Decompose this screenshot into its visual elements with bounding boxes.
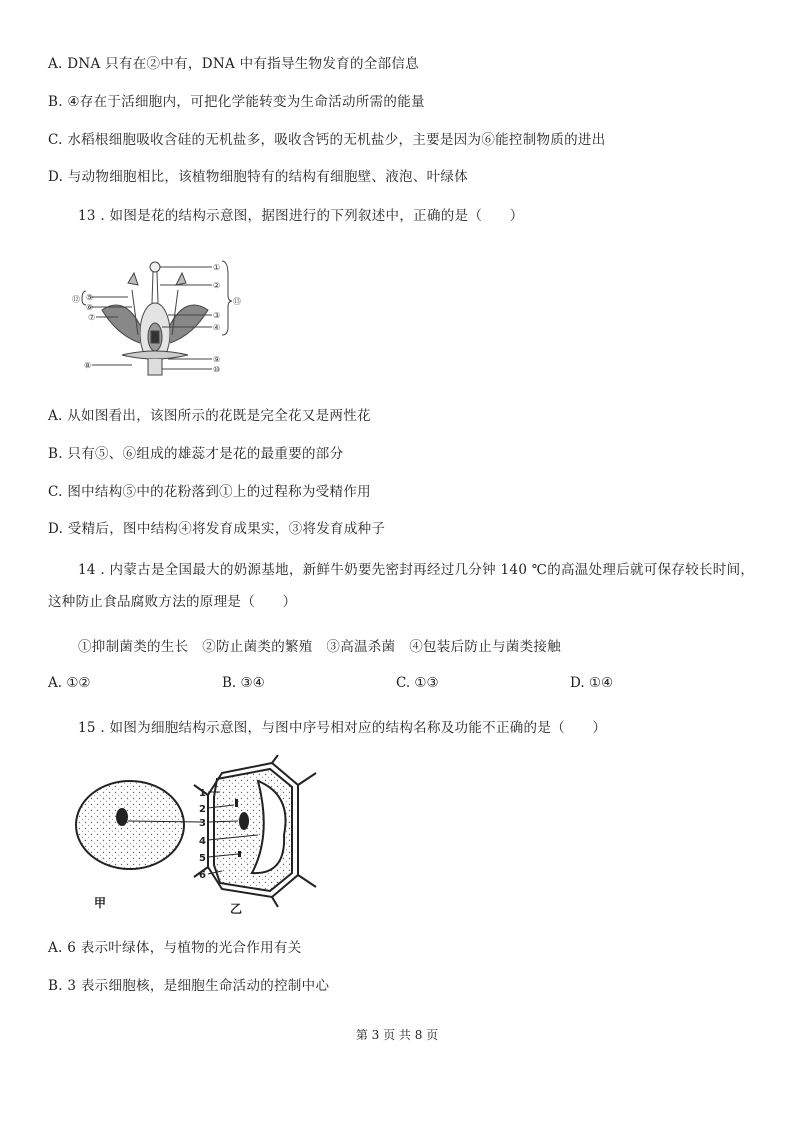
q12-option-b: B. ④存在于活细胞内，可把化学能转变为生命活动所需的能量 xyxy=(48,94,425,110)
flower-label: ③ xyxy=(213,311,221,320)
q13-option-d: D. 受精后，图中结构④将发育成果实，③将发育成种子 xyxy=(48,521,386,537)
cell-number: 6 xyxy=(199,870,206,881)
flower-label: ⑧ xyxy=(84,361,92,370)
q15-stem: 15 . 如图为细胞结构示意图，与图中序号相对应的结构名称及功能不正确的是（ ） xyxy=(78,720,607,736)
flower-label: ⑬ xyxy=(233,297,241,306)
label-yi: 乙 xyxy=(230,902,243,916)
q14-statements: ①抑制菌类的生长 ②防止菌类的繁殖 ③高温杀菌 ④包装后防止与菌类接触 xyxy=(78,639,561,655)
q14-options xyxy=(0,675,794,695)
q12-option-c: C. 水稻根细胞吸收含硅的无机盐多，吸收含钙的无机盐少，主要是因为⑥能控制物质的进出 xyxy=(48,132,606,148)
q13-option-c: C. 图中结构⑤中的花粉落到①上的过程称为受精作用 xyxy=(48,484,371,500)
flower-label: ② xyxy=(213,281,221,290)
cell-number: 4 xyxy=(199,836,206,847)
q13-option-a: A. 从如图看出，该图所示的花既是完全花又是两性花 xyxy=(48,408,371,424)
q14-stem-line1: 14 . 内蒙古是全国最大的奶源基地，新鲜牛奶要先密封再经过几分钟 140 ℃的高温处理后就可保存较长时间， xyxy=(78,562,755,578)
cell-structure-figure xyxy=(72,755,342,920)
cell-number: 1 xyxy=(199,788,206,799)
flower-label: ⑫ xyxy=(72,295,80,304)
cell-number: 2 xyxy=(199,804,206,815)
q14-option-c: C. ①③ xyxy=(396,675,439,691)
flower-label: ⑩ xyxy=(213,365,221,374)
flower-label: ⑨ xyxy=(213,355,221,364)
flower-label: ① xyxy=(213,263,221,272)
page-footer: 第 3 页 共 8 页 xyxy=(355,1028,439,1042)
label-jia: 甲 xyxy=(94,896,107,910)
flower-structure-figure xyxy=(72,255,242,380)
q12-option-a: A. DNA 只有在②中有，DNA 中有指导生物发育的全部信息 xyxy=(48,56,419,72)
flower-label: ⑥ xyxy=(86,303,94,312)
q13-option-b: B. 只有⑤、⑥组成的雄蕊才是花的最重要的部分 xyxy=(48,446,344,462)
q15-option-a: A. 6 表示叶绿体，与植物的光合作用有关 xyxy=(48,940,302,956)
q14-stem-line2: 这种防止食品腐败方法的原理是（ ） xyxy=(48,594,297,610)
q13-stem: 13 . 如图是花的结构示意图，据图进行的下列叙述中，正确的是（ ） xyxy=(78,208,524,224)
cell-number: 3 xyxy=(199,818,206,829)
flower-label: ⑦ xyxy=(88,313,96,322)
q14-option-a: A. ①② xyxy=(48,675,91,691)
flower-label: ④ xyxy=(213,323,221,332)
q14-option-d: D. ①④ xyxy=(570,675,614,691)
q12-option-d: D. 与动物细胞相比，该植物细胞特有的结构有细胞壁、液泡、叶绿体 xyxy=(48,169,469,185)
q15-option-b: B. 3 表示细胞核，是细胞生命活动的控制中心 xyxy=(48,978,330,994)
flower-label: ⑤ xyxy=(86,293,94,302)
cell-number: 5 xyxy=(199,853,206,864)
q14-option-b: B. ③④ xyxy=(222,675,265,691)
